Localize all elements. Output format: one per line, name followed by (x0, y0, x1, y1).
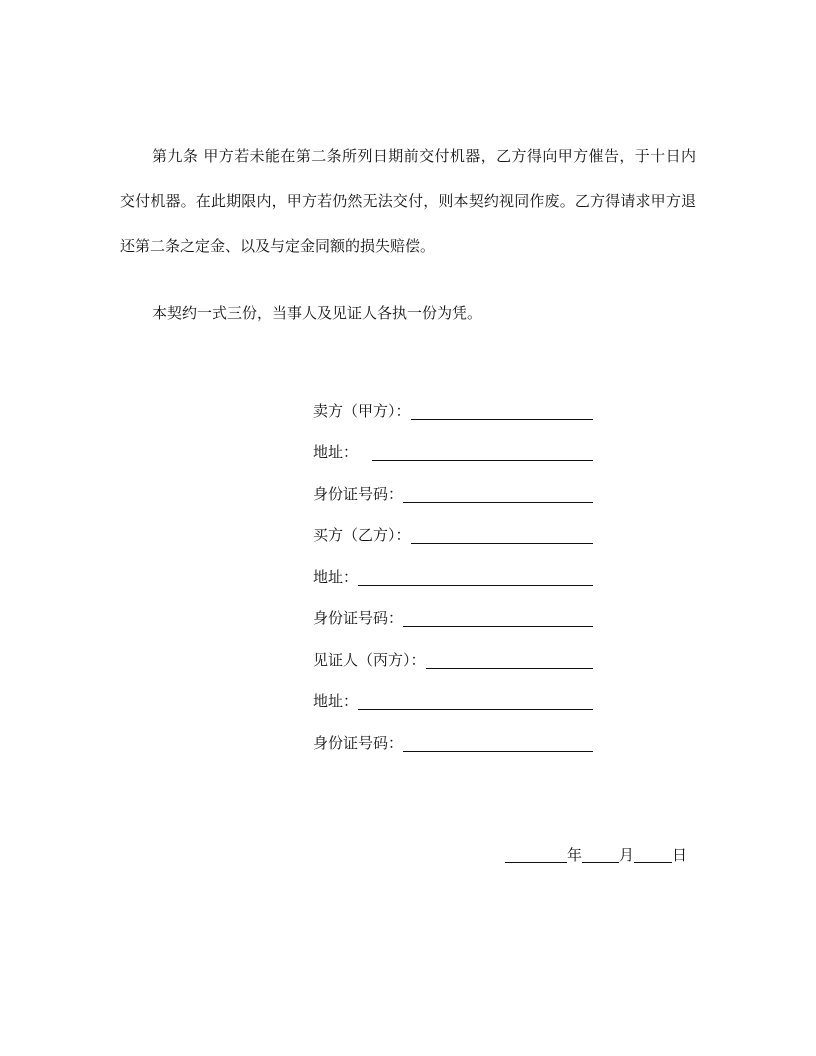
buyer-row (313, 505, 593, 547)
year-label: 年 (567, 846, 583, 864)
witness-address-label: 地址： (313, 692, 359, 710)
day-blank[interactable] (634, 844, 672, 863)
seller-address-line[interactable] (372, 442, 593, 461)
buyer-id-label: 身份证号码： (313, 609, 404, 627)
copies-clause-paragraph: 本契约一式三份，当事人及见证人各执一份为凭。 (152, 304, 483, 322)
signature-block (313, 380, 593, 754)
buyer-id-row (313, 588, 593, 630)
month-label: 月 (619, 846, 635, 864)
seller-signature-line[interactable] (411, 401, 593, 420)
witness-signature-line[interactable] (426, 650, 593, 669)
month-blank[interactable] (582, 844, 619, 863)
witness-id-label: 身份证号码： (313, 733, 404, 752)
date-line (505, 844, 687, 866)
buyer-signature-line[interactable] (411, 525, 593, 544)
buyer-id-line[interactable] (403, 608, 593, 627)
witness-label: 见证人（丙方）： (313, 650, 426, 669)
buyer-address-label: 地址： (313, 567, 359, 586)
buyer-address-row (313, 546, 593, 588)
witness-id-line[interactable] (403, 733, 593, 752)
seller-address-row (313, 422, 593, 464)
seller-row (313, 380, 593, 422)
seller-label: 卖方（甲方）： (313, 401, 411, 420)
seller-id-row (313, 463, 593, 505)
witness-id-row (313, 712, 593, 754)
buyer-address-line[interactable] (358, 567, 593, 586)
day-label: 日 (672, 846, 688, 864)
seller-address-label: 地址： (313, 443, 359, 461)
witness-address-row (313, 671, 593, 713)
buyer-label: 买方（乙方）： (313, 526, 411, 544)
seller-id-line[interactable] (403, 484, 593, 503)
clause-nine-paragraph: 第九条 甲方若未能在第二条所列日期前交付机器，乙方得向甲方催告，于十日内交付机器。在此期限内，甲方若仍然无法交付，则本契约视同作废。乙方得请求甲方退还第二条之定金、以及与定金同额的损失赔偿。 (120, 147, 696, 255)
witness-row (313, 629, 593, 671)
year-blank[interactable] (505, 844, 567, 863)
witness-address-line[interactable] (358, 691, 593, 710)
seller-id-label: 身份证号码： (313, 484, 404, 503)
